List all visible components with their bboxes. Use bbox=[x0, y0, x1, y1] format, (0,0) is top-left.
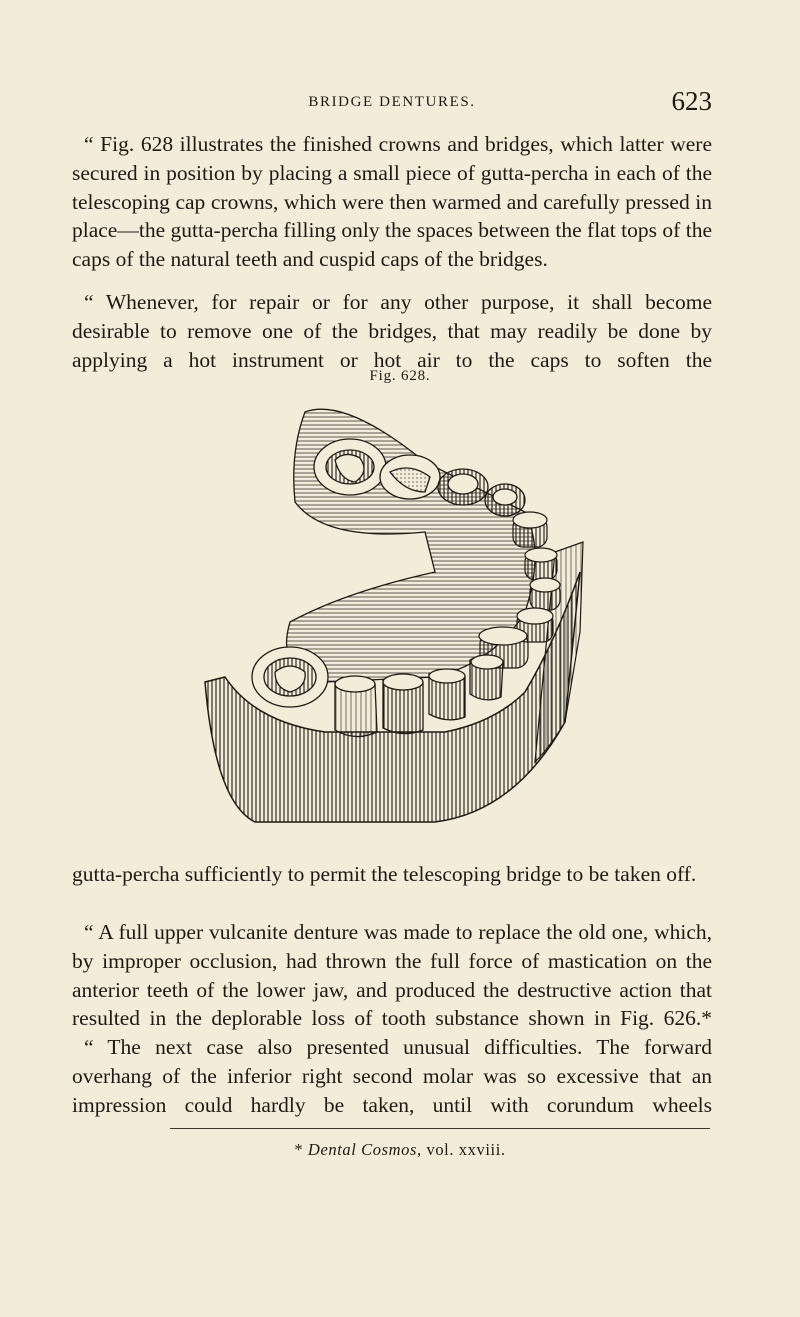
running-head: BRIDGE DENTURES. bbox=[308, 94, 476, 110]
paragraph-whenever-repair: “ Whenever, for repair or for any other purpose, it shall become desirable to remove one of the bridges, that may readily be done by applying a hot instrument or hot air to the caps to soften the bbox=[72, 290, 712, 372]
footnote-rule bbox=[170, 1128, 710, 1129]
footnote-marker: * bbox=[294, 1140, 308, 1159]
page-header bbox=[72, 86, 712, 120]
paragraph-vulcanite-denture: “ A full upper vulcanite denture was made to replace the old one, which, by improper occlusion, had thrown the full force of mastication on the anterior teeth of the lower jaw, and produced the destructive action that resulted in the deplorable loss of tooth substance shown in Fig. 626.* bbox=[72, 920, 712, 1031]
paragraph-fig-628-description: “ Fig. 628 illustrates the finished crowns and bridges, which latter were secured in position by placing a small piece of gutta-percha in each of the telescoping cap crowns, which were then warmed and carefully pressed in place—the gutta-percha filling only the spaces between the flat tops of the caps of the natural teeth and cuspid caps of the bridges. bbox=[72, 132, 712, 272]
dental-bridge-illustration bbox=[195, 392, 595, 832]
paragraph-next-case: “ The next case also presented unusual difficulties. The forward overhang of the inferior right second molar was so excessive that an impression could hardly be taken, until with corundum wheels bbox=[72, 1035, 712, 1117]
footnote-volume: vol. xxviii. bbox=[421, 1140, 506, 1159]
footnote bbox=[0, 1140, 800, 1160]
page-number: 623 bbox=[671, 86, 712, 116]
footnote-source: Dental Cosmos, bbox=[307, 1140, 422, 1159]
figure-caption: Fig. 628. bbox=[369, 368, 431, 384]
paragraph-gutta-percha-off: gutta-percha sufficiently to permit the telescoping bridge to be taken off. bbox=[72, 862, 697, 886]
